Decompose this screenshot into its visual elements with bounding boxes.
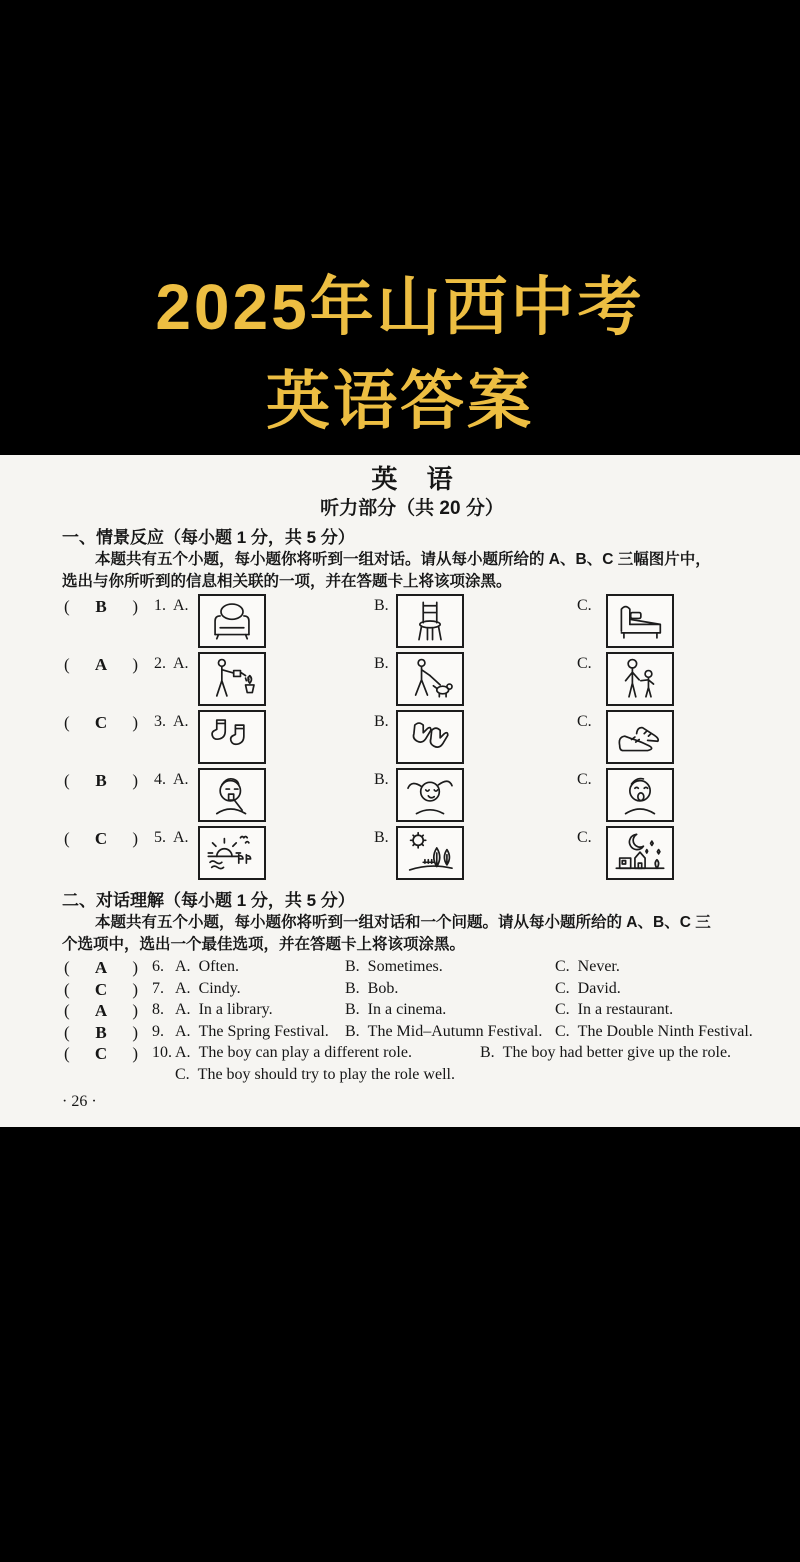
q5-number: 5. [154,829,166,846]
answer-letter-q7: C [94,979,108,999]
q2-option-c-image [606,652,674,706]
boy-stretching-icon [402,773,458,817]
socks-icon [204,715,260,759]
answer-box-q4 [64,771,138,791]
question-row-8 [62,1001,762,1023]
section2-instructions-line2: 个选项中，选出一个最佳选项，并在答题卡上将该项涂黑。 [62,936,466,953]
q1-option-b-image [396,594,464,648]
bracket-open: ( [64,597,70,616]
q1-number: 1. [154,597,166,614]
q8-option-c-text: In a restaurant. [577,1001,674,1018]
q5-option-c-label: C. [577,829,592,846]
q7-number: 7. [152,979,164,997]
q9-option-b-text: The Mid–Autumn Festival. [367,1022,543,1040]
bracket-open: ( [64,1022,70,1042]
answer-letter-q8: A [94,1001,108,1020]
bracket-open: ( [64,979,70,999]
answer-letter-q2: A [94,655,108,674]
q9-option-c [555,1023,753,1041]
q1-option-a-label: A. [173,597,189,614]
q6-option-b [345,958,443,976]
q9-number: 9. [152,1022,164,1040]
q10-option-a-label: A. [175,1044,191,1061]
q5-option-c-image [606,826,674,880]
q6-option-c-label: C. [555,958,570,975]
q8-option-b [345,1001,446,1019]
bracket-close: ) [132,713,138,732]
q3-option-a-label: A. [173,713,189,730]
q8-option-a-text: In a library. [198,1001,273,1018]
answer-box-q6 [64,958,138,978]
question-row-9 [62,1023,762,1045]
banner-title-line2: 英语答案 [266,365,534,437]
bed-icon [612,599,668,643]
q9-option-a [175,1023,329,1041]
listening-section-heading: 听力部分（共 20 分） [320,498,504,519]
q10-option-a [175,1044,412,1062]
q4-option-b-image [396,768,464,822]
bracket-open: ( [64,1044,70,1063]
question-number-q1 [154,597,189,615]
section2-heading: 二、对话理解（每小题 1 分，共 5 分） [62,891,355,910]
q8-option-c [555,1001,673,1019]
chair-icon [402,599,458,643]
bracket-close: ) [132,597,138,616]
q7-option-c [555,980,621,998]
bracket-open: ( [64,771,70,790]
q1-option-a-image [198,594,266,648]
bracket-close: ) [132,1001,138,1020]
q3-option-b-image [396,710,464,764]
answer-letter-q5: C [94,829,108,848]
section1-heading: 一、情景反应（每小题 1 分，共 5 分） [62,528,355,547]
q6-option-a [175,958,239,976]
q5-option-a-image [198,826,266,880]
q8-option-b-label: B. [345,1001,360,1018]
paper-title: 英 语 [371,464,453,494]
answer-box-q7 [64,980,138,1000]
question-row-1 [62,594,762,652]
answer-letter-q4: B [95,771,107,790]
q3-option-c-label: C. [577,713,592,730]
q3-option-c-image [606,710,674,764]
q7-option-a [175,980,241,998]
q4-option-c-label: C. [577,771,592,788]
q6-option-a-text: Often. [198,958,239,975]
boy-yawning-icon [612,773,668,817]
sneakers-icon [612,715,668,759]
q4-option-c-image [606,768,674,822]
q10-option-b-label: B. [480,1044,495,1061]
armchair-icon [204,599,260,643]
q1-option-b-label: B. [374,597,389,614]
q6-option-c [555,958,620,976]
question-row-4 [62,768,762,826]
q4-option-a-label: A. [173,771,189,788]
q6-number: 6. [152,958,164,975]
q2-option-a-image [198,652,266,706]
q5-option-b-label: B. [374,829,389,846]
question-row-2 [62,652,762,710]
person-walking-dog-icon [402,657,458,701]
q10-option-c-label: C. [175,1065,190,1083]
q10-option-c-text: The boy should try to play the role well. [197,1065,455,1083]
section1-instructions-line1: 本题共有五个小题，每小题你将听到一组对话。请从每小题所给的 A、B、C 三幅图片中， [95,551,711,568]
question-row-6 [62,958,762,980]
q2-option-c-label: C. [577,655,592,672]
answer-box-q2 [64,655,138,675]
bracket-close: ) [132,958,138,977]
bracket-close: ) [132,829,138,848]
q8-option-a [175,1001,273,1019]
q10-number: 10. [152,1044,172,1061]
q6-option-a-label: A. [175,958,191,975]
question-number-q4 [154,771,189,789]
question-number-q5 [154,829,189,847]
q2-option-a-label: A. [173,655,189,672]
answer-letter-q3: C [94,713,108,732]
q6-option-b-label: B. [345,958,360,975]
q10-option-a-text: The boy can play a different role. [198,1044,412,1061]
q1-option-c-label: C. [577,597,592,614]
q2-number: 2. [154,655,166,672]
boy-brushing-teeth-icon [204,773,260,817]
answer-box-q10 [64,1044,138,1064]
question-number-q2 [154,655,189,673]
q3-option-a-image [198,710,266,764]
banner-title-line1: 2025年山西中考 [155,271,645,343]
q3-option-b-label: B. [374,713,389,730]
q7-option-a-label: A. [175,979,191,997]
bracket-open: ( [64,1001,70,1020]
q8-option-a-label: A. [175,1001,191,1018]
q3-number: 3. [154,713,166,730]
q6-option-c-text: Never. [577,958,620,975]
question-number-q3 [154,713,189,731]
bracket-close: ) [132,655,138,674]
page-number: · 26 · [62,1093,97,1110]
q9-option-a-label: A. [175,1022,191,1040]
q6-option-b-text: Sometimes. [367,958,443,975]
answer-letter-q1: B [95,597,107,616]
question-row-5 [62,826,762,884]
q5-option-b-image [396,826,464,880]
q9-option-c-label: C. [555,1022,570,1040]
bracket-open: ( [64,655,70,674]
q9-option-a-text: The Spring Festival. [198,1022,329,1040]
text-question-rows [62,958,762,1087]
parent-and-child-icon [612,657,668,701]
sun-and-trees-icon [402,831,458,875]
q7-option-b [345,980,398,998]
person-watering-plant-icon [204,657,260,701]
question-row-10 [62,1044,762,1066]
q10-option-b-text: The boy had better give up the role. [502,1044,732,1061]
q9-option-b-label: B. [345,1022,360,1040]
bracket-open: ( [64,958,70,977]
q1-option-c-image [606,594,674,648]
bracket-close: ) [132,1022,138,1042]
q5-option-a-label: A. [173,829,189,846]
q8-option-b-text: In a cinema. [367,1001,447,1018]
question-row-3 [62,710,762,768]
q9-option-b [345,1023,542,1041]
q4-number: 4. [154,771,166,788]
answer-box-q9 [64,1023,138,1043]
q4-option-b-label: B. [374,771,389,788]
bracket-close: ) [132,771,138,790]
section1-instructions-line2: 选出与你所听到的信息相关联的一项，并在答题卡上将该项涂黑。 [62,573,512,590]
q7-option-c-text: David. [577,979,621,997]
q9-option-c-text: The Double Ninth Festival. [577,1022,753,1040]
bracket-open: ( [64,713,70,732]
question-row-7 [62,980,762,1002]
q8-number: 8. [152,1001,164,1018]
answer-letter-q9: B [95,1022,107,1042]
q10-option-b [480,1044,731,1062]
q8-option-c-label: C. [555,1001,570,1018]
q2-option-b-label: B. [374,655,389,672]
q7-option-a-text: Cindy. [198,979,241,997]
q4-option-a-image [198,768,266,822]
exam-paper [0,455,800,1127]
bracket-close: ) [132,1044,138,1063]
section2-instructions-line1: 本题共有五个小题，每小题你将听到一组对话和一个问题。请从每小题所给的 A、B、C 三 [95,914,711,931]
answer-box-q3 [64,713,138,733]
answer-box-q8 [64,1001,138,1021]
q10-option-c [175,1066,455,1084]
gloves-icon [402,715,458,759]
night-houses-icon [612,831,668,875]
q7-option-b-label: B. [345,979,360,997]
bracket-open: ( [64,829,70,848]
answer-box-q1 [64,597,138,617]
bracket-close: ) [132,979,138,999]
answer-letter-q10: C [94,1044,108,1063]
q7-option-b-text: Bob. [367,979,399,997]
q7-option-c-label: C. [555,979,570,997]
q2-option-b-image [396,652,464,706]
answer-box-q5 [64,829,138,849]
question-row-10-continued [62,1066,762,1088]
answer-letter-q6: A [94,958,108,977]
picture-question-rows [62,594,762,884]
sunrise-scene-icon [204,831,260,875]
